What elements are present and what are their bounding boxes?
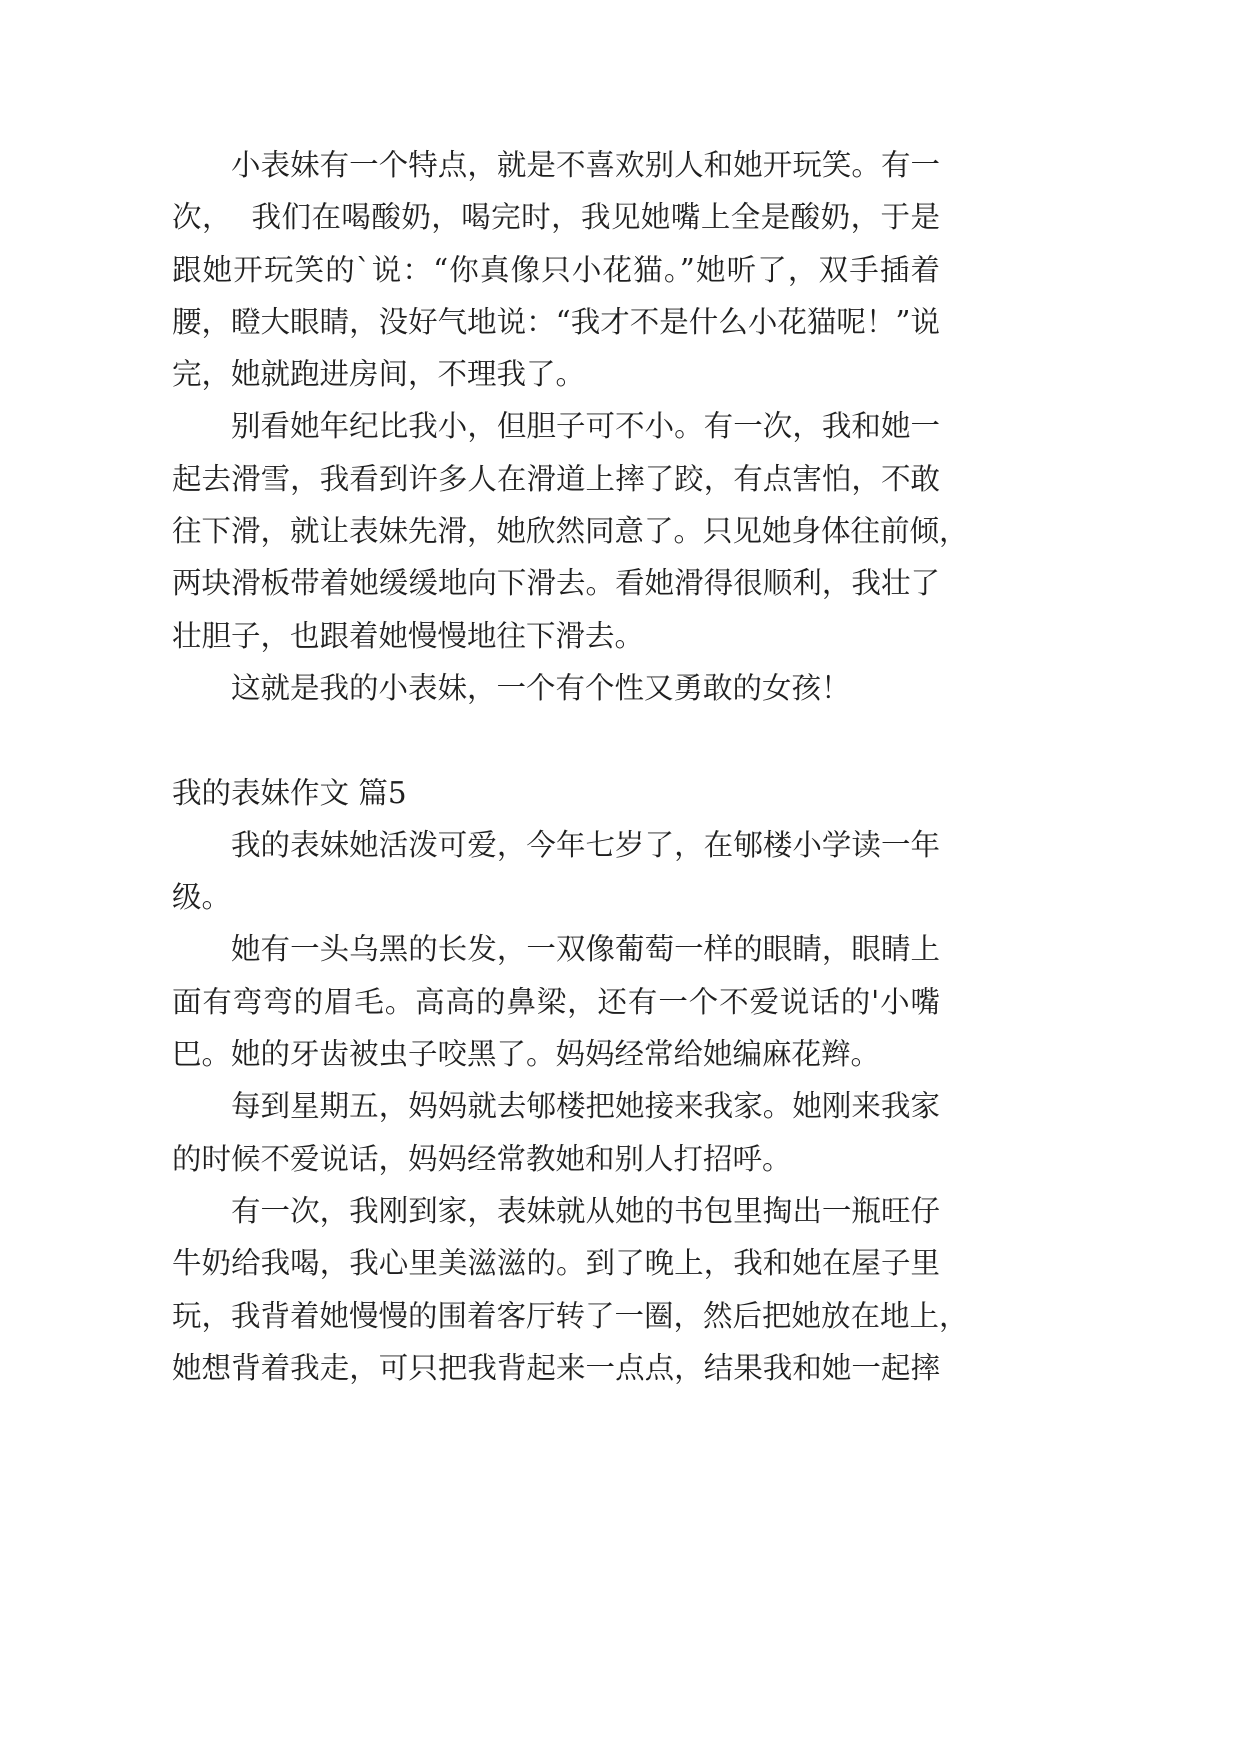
text-line: 巴。她的牙齿被虫子咬黑了。妈妈经常给她编麻花辫。 (172, 1037, 881, 1072)
paragraph (172, 1185, 969, 1394)
blank-line (172, 714, 940, 766)
document-body (172, 139, 969, 1394)
text-line: 跟她开玩笑的`说：“你真像只小花猫。”她听了，双手插着 (172, 252, 940, 287)
paragraph (172, 400, 969, 661)
text-line: 级。 (172, 880, 232, 915)
text-line: 她想背着我走，可只把我背起来一点点，结果我和她一起摔 (172, 1350, 940, 1385)
paragraph (172, 662, 940, 714)
text-line: 我的表妹她活泼可爱，今年七岁了，在郇楼小学读一年 (231, 827, 940, 862)
text-line: 两块滑板带着她缓缓地向下滑去。看她滑得很顺利，我壮了 (172, 566, 940, 601)
text-line: 玩，我背着她慢慢的围着客厅转了一圈，然后把她放在地上， (172, 1298, 969, 1333)
paragraph (172, 819, 940, 924)
paragraph (172, 923, 940, 1080)
paragraph (172, 139, 940, 400)
text-line: 的时候不爱说话，妈妈经常教她和别人打招呼。 (172, 1141, 792, 1176)
text-line: 有一次，我刚到家，表妹就从她的书包里掏出一瓶旺仔 (231, 1193, 940, 1228)
text-line: 完，她就跑进房间，不理我了。 (172, 357, 586, 392)
text-line: 每到星期五，妈妈就去郇楼把她接来我家。她刚来我家 (231, 1089, 940, 1124)
text-line: 腰，瞪大眼睛，没好气地说：“我才不是什么小花猫呢！”说 (172, 304, 940, 339)
text-line: 往下滑，就让表妹先滑，她欣然同意了。只见她身体往前倾， (172, 514, 969, 549)
text-line: 壮胆子，也跟着她慢慢地往下滑去。 (172, 618, 645, 653)
text-line: 她有一头乌黑的长发，一双像葡萄一样的眼睛，眼睛上 (231, 932, 940, 967)
text-line: 别看她年纪比我小，但胆子可不小。有一次，我和她一 (231, 409, 940, 444)
text-line: 次， 我们在喝酸奶，喝完时，我见她嘴上全是酸奶，于是 (172, 200, 940, 235)
text-line: 起去滑雪，我看到许多人在滑道上摔了跤，有点害怕，不敢 (172, 461, 940, 496)
text-line: 面有弯弯的眉毛。高高的鼻梁，还有一个不爱说话的'小嘴 (172, 984, 940, 1019)
text-line: 牛奶给我喝，我心里美滋滋的。到了晚上，我和她在屋子里 (172, 1246, 940, 1281)
text-line: 这就是我的小表妹，一个有个性又勇敢的女孩！ (231, 670, 851, 705)
paragraph (172, 1080, 940, 1185)
essay-heading: 我的表妹作文 篇5 (172, 775, 407, 810)
text-line: 小表妹有一个特点，就是不喜欢别人和她开玩笑。有一 (231, 148, 940, 182)
